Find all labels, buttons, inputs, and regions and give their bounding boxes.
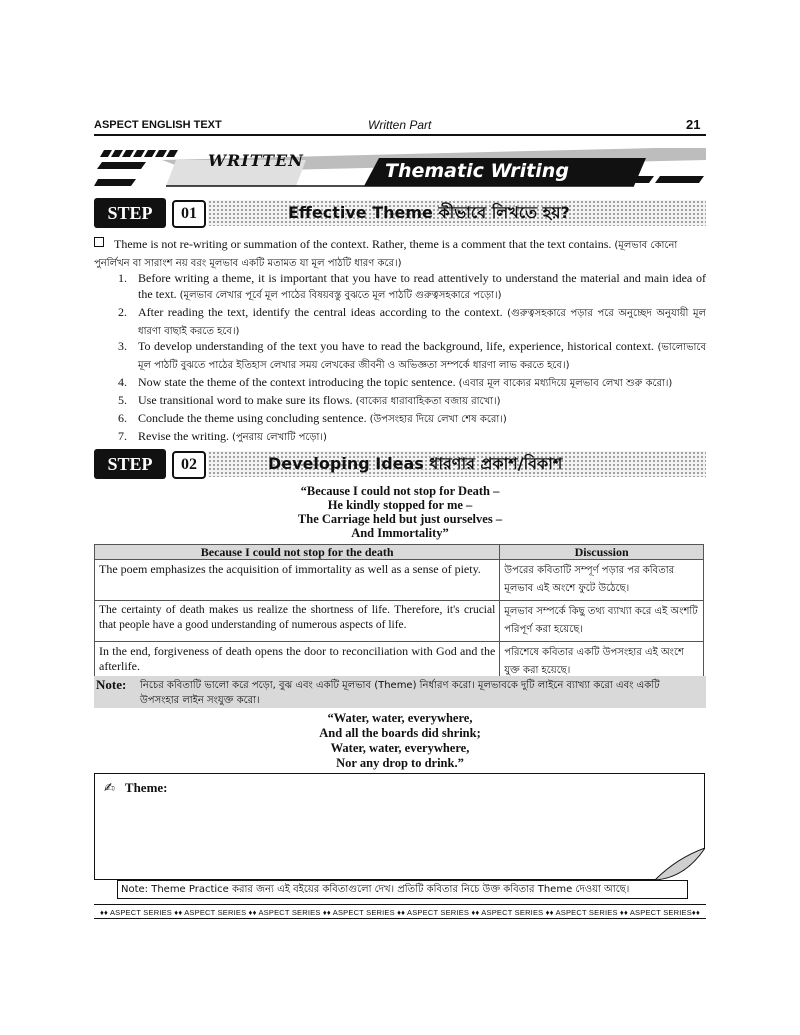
footer-rule-top: [94, 904, 706, 905]
step-number: 02: [172, 451, 206, 479]
table-cell: In the end, forgiveness of death opens the door to reconciliation with God and the afterlife.: [95, 642, 500, 683]
step-label: STEP: [94, 449, 166, 479]
step-number: 01: [172, 200, 206, 228]
page-number: 21: [686, 117, 701, 132]
header-rule: [94, 134, 706, 136]
discussion-table: [94, 544, 704, 683]
page-curl-graphic: [655, 848, 705, 880]
column-header: Discussion: [500, 545, 704, 560]
table-header-row: [95, 545, 704, 560]
poem-line: “Water, water, everywhere,: [327, 711, 473, 725]
theme-writing-box[interactable]: [94, 773, 705, 880]
table-cell: পরিশেষে কবিতার একটি উপসংহার এই অংশে যুক্ত করা হয়েছে।: [500, 642, 704, 683]
step-bar: [208, 451, 706, 477]
practice-note: Note: Theme Practice করার জন্য এই বইয়ের কবিতাগুলো দেখ। প্রতিটি কবিতার নিচে উক্ত কবিতার Theme দেওয়া আছে।: [117, 880, 688, 899]
step-title: Effective Theme কীভাবে লিখতে হয়?: [288, 203, 570, 222]
table-cell: উপরের কবিতাটি সম্পূর্ণ পড়ার পর কবিতার মূলভাব এই অংশে ফুটে উঠেছে।: [500, 560, 704, 601]
step-bar: [208, 200, 706, 226]
note-label: Note:: [96, 677, 127, 692]
intro-text: Theme is not re-writing or summation of the context. Rather, theme is a comment that the text contains.: [114, 237, 612, 251]
table-row: [95, 601, 704, 642]
step-label: STEP: [94, 198, 166, 228]
intro-paragraph: [94, 236, 706, 272]
table-cell: মূলভাব সম্পর্কে কিছু তথ্য ব্যাখ্যা করে এই অংশটি পরিপূর্ণ করা হয়েছে।: [500, 601, 704, 642]
poem-line: “Because I could not stop for Death –: [300, 484, 500, 498]
banner-label: WRITTEN: [208, 151, 304, 170]
step-title: Developing Ideas ধারণার প্রকাশ/বিকাশ: [268, 454, 563, 473]
steps-list: 1. Before writing a theme, it is important that you have to read attentively to understand the material and main idea of the text. (মূলভাব লেখার পূর্বে মূল পাঠের বিষয়বস্তু বুঝতে মূল পাঠটি গুরুত্বসহকারে পড়ো।) 2. After reading the text, identify the central ideas according to the context. (গুরুত্বসহকারে পড়ার পরে অনুচ্ছেদ অনুযায়ী মূল ধারণা বাছাই করতে হবে।) 3. To develop understanding of the text you have to read the background, life, experience, historical context. (ভালোভাবে মূল পাঠটি বুঝতে পাঠের ইতিহাস লেখার সময় লেখকের জীবনী ও অভিজ্ঞতা সম্পর্কে ধারণা লাভ করতে হবে।) 4. Now state the theme of the context introducing the topic sentence. (এবার মূল বাক্যের মধ্যদিয়ে মূলভাব লেখা শুরু করো।) 5. Use transitional word to make sure its flows. (বাক্যের ধারাবাহিকতা বজায় রাখো।) 6. Conclude the theme using concluding sentence. (উপসংহার দিয়ে লেখা শেষ করো।) 7. Revise the writing. (পুনরায় লেখাটি পড়ো।): [118, 271, 707, 443]
column-header: Because I could not stop for the death: [95, 545, 500, 560]
poem-excerpt-2: [94, 711, 706, 771]
note-text: নিচের কবিতাটি ভালো করে পড়ো, বুঝ এবং একটি মূলভাব (Theme) নির্ধারণ করো। মূলভাবকে দুটি লাইনে ব্যাখ্যা করো এবং একটি উপসংহার লাইন সংযুক্ত করো।: [140, 680, 660, 706]
poem-line: Nor any drop to drink.”: [336, 756, 464, 770]
pencil-icon: ✍: [104, 781, 115, 796]
table-cell: The poem emphasizes the acquisition of immortality as well as a sense of piety.: [95, 560, 500, 601]
theme-label: Theme:: [124, 780, 168, 795]
footer-series-text: ♦♦ ASPECT SERIES ♦♦ ASPECT SERIES ♦♦ ASPECT SERIES ♦♦ ASPECT SERIES ♦♦ ASPECT SERIES ♦♦ ASPECT SERIES ♦♦ ASPECT SERIES ♦♦ ASPECT SERIES♦♦: [100, 908, 700, 917]
banner-title: Thematic Writing: [385, 160, 569, 182]
poem-excerpt-1: [94, 484, 706, 540]
book-title: ASPECT ENGLISH TEXT: [94, 119, 222, 131]
theme-label-row: [104, 780, 168, 796]
intro-bangla: (মূলভাব কোনো পুনর্লিখন বা সারাংশ নয় বরং মূলভাব একটি মতামত যা মূল পাঠটি ধারণ করে।): [94, 240, 678, 269]
poem-line: He kindly stopped for me –: [327, 498, 473, 512]
checkbox-bullet-icon: [94, 237, 104, 247]
poem-line: The Carriage held but just ourselves –: [297, 512, 503, 526]
footer-rule-bottom: [94, 918, 706, 919]
poem-line: Water, water, everywhere,: [330, 741, 470, 755]
poem-line: And all the boards did shrink;: [319, 726, 481, 740]
table-cell: The certainty of death makes us realize the shortness of life. Therefore, it's crucial that people have a good understanding of numerous aspects of life.: [95, 601, 500, 642]
section-name: Written Part: [368, 118, 432, 132]
table-row: [95, 560, 704, 601]
step-02-heading: [94, 449, 706, 479]
poem-line: And Immortality”: [351, 526, 449, 540]
step-01-heading: [94, 198, 706, 228]
